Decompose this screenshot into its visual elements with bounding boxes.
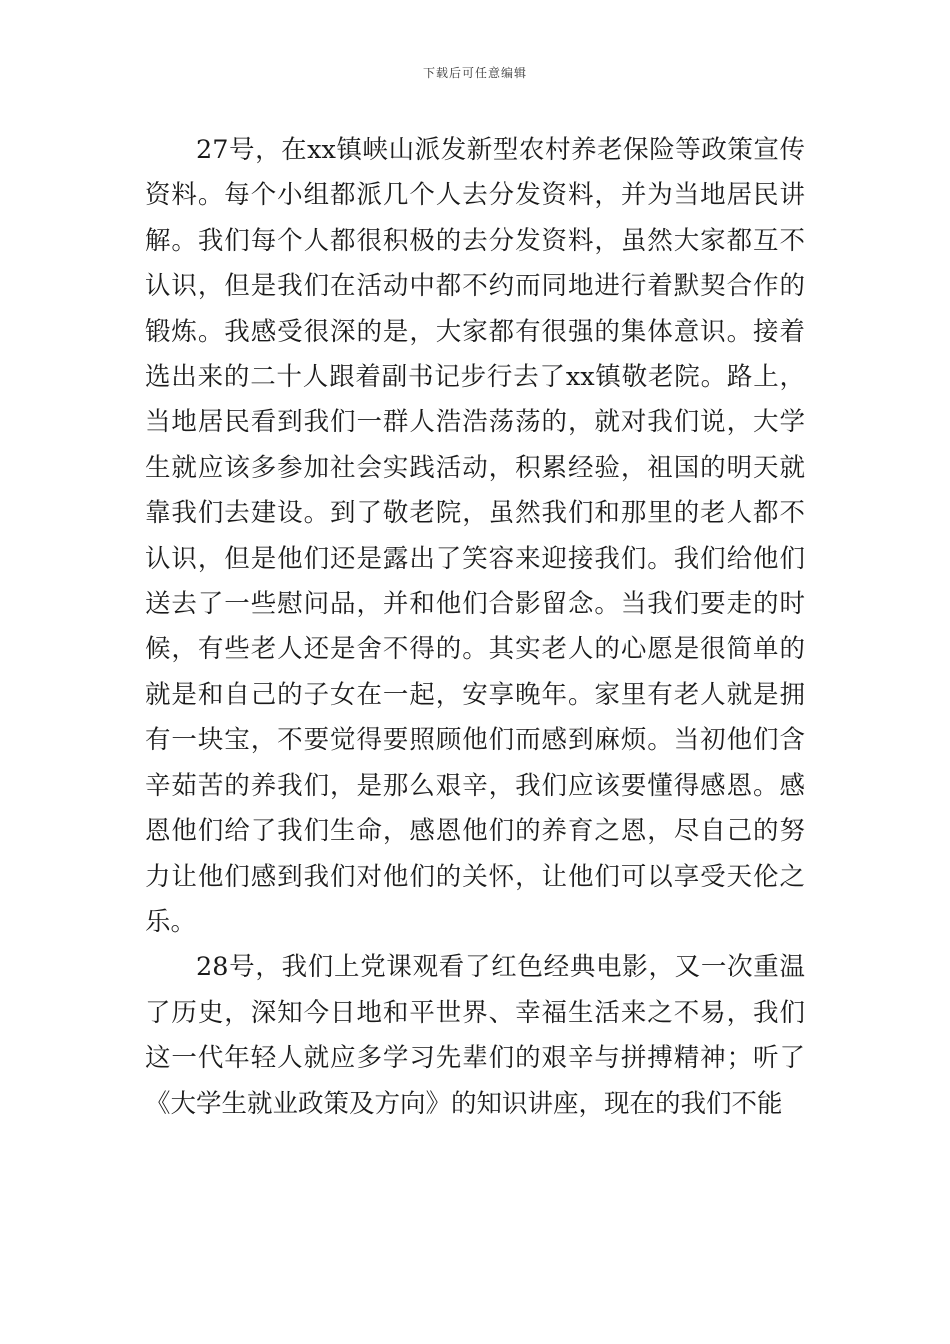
header-note: 下载后可任意编辑 xyxy=(422,66,527,80)
document-body xyxy=(145,128,805,1127)
paragraph-2: 28号，我们上党课观看了红色经典电影，又一次重温了历史，深知今日地和平世界、幸福生活来之不易，我们这一代年轻人就应多学习先辈们的艰辛与拼搏精神；听了《大学生就业政策及方向》的知识讲座，现在的我们不能 xyxy=(145,952,805,1119)
paragraph-1: 27号，在xx镇峡山派发新型农村养老保险等政策宣传资料。每个小组都派几个人去分发资料，并为当地居民讲解。我们每个人都很积极的去分发资料，虽然大家都互不认识，但是我们在活动中都不约而同地进行着默契合作的锻炼。我感受很深的是，大家都有很强的集体意识。接着选出来的二十人跟着副书记步行去了xx镇敬老院。路上，当地居民看到我们一群人浩浩荡荡的，就对我们说，大学生就应该多参加社会实践活动，积累经验，祖国的明天就靠我们去建设。到了敬老院，虽然我们和那里的老人都不认识，但是他们还是露出了笑容来迎接我们。我们给他们送去了一些慰问品，并和他们合影留念。当我们要走的时候，有些老人还是舍不得的。其实老人的心愿是很简单的就是和自己的子女在一起，安享晚年。家里有老人就是拥有一块宝，不要觉得要照顾他们而感到麻烦。当初他们含辛茹苦的养我们，是那么艰辛，我们应该要懂得感恩。感恩他们给了我们生命，感恩他们的养育之恩，尽自己的努力让他们感到我们对他们的关怀，让他们可以享受天伦之乐。 xyxy=(145,135,805,937)
